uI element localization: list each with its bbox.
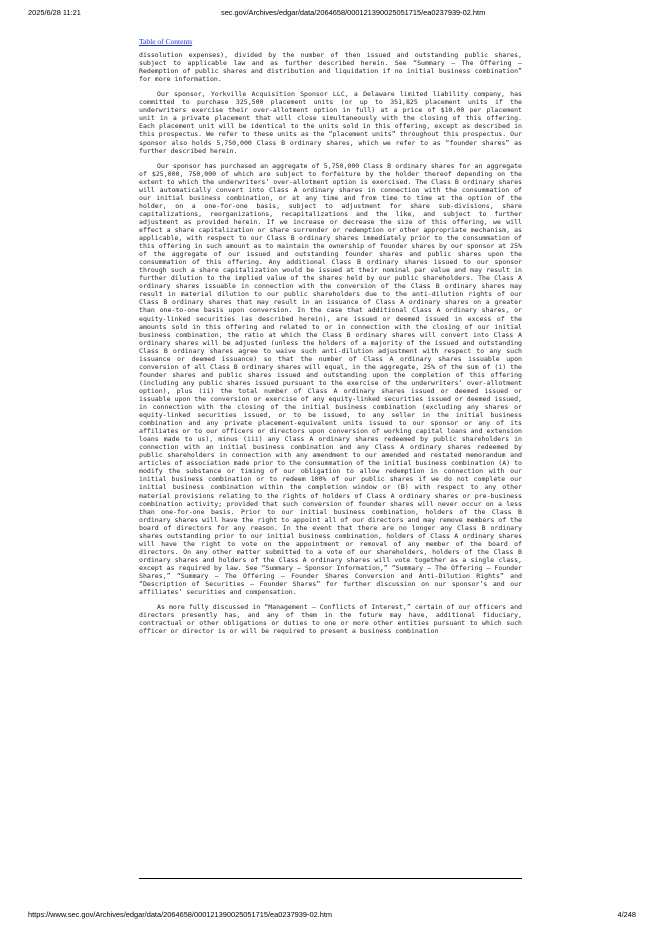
browser-print-footer	[28, 910, 636, 922]
document-body	[139, 38, 522, 642]
table-of-contents-link[interactable]: Table of Contents	[139, 37, 193, 46]
paragraph-founder-shares: Our sponsor has purchased an aggregate of 5,750,000 Class B ordinary shares for an aggregate of $25,000, 750,000 of which are subject to forfeiture by the holder thereof depending on the extent to which the underwriters’ over-allotment option is exercised. The Class B ordinary shares will automatically convert into Class A ordinary shares in connection with the consummation of our initial business combination, or at any time and from time to time at the option of the holder, on a one-for-one basis, subject to adjustment for share sub-divisions, share capitalizations, reorganizations, recapitalizations and the like, and subject to further adjustment as provided herein. If we increase or decrease the size of this offering, we will effect a share capitalization or share surrender or redemption or other appropriate mechanism, as applicable, with respect to our Class B ordinary shares immediately prior to the consummation of this offering in such amount as to maintain the ownership of founder shares by our sponsor at 25% of the aggregate of our issued and outstanding founder shares and public shares upon the consummation of this offering. Any additional Class B ordinary shares issued to our sponsor through such a share capitalization would be issued at their nominal par value and may result in further dilution to the implied value of the shares held by our public shareholders. The Class A ordinary shares issuable in connection with the conversion of the Class B ordinary shares may result in material dilution to our public shareholders due to the anti-dilution rights of our Class B ordinary shares that may result in an issuance of Class A ordinary shares on a greater than one-to-one basis upon conversion. In the case that additional Class A ordinary shares, or equity-linked securities (as described herein), are issued or deemed issued in excess of the amounts sold in this offering and related to or in connection with the closing of our initial business combination, the ratio at which the Class B ordinary shares will convert into Class A ordinary shares will be adjusted (unless the holders of a majority of the issued and outstanding Class B ordinary shares agree to waive such anti-dilution adjustment with respect to any such issuance or deemed issuance) so that the number of Class A ordinary shares issuable upon conversion of all Class B ordinary shares will equal, in the aggregate, 25% of the sum of (i) the founder shares and public shares issued and outstanding upon the completion of this offering (including any public shares issued pursuant to the exercise of the underwriters’ over-allotment option), plus (ii) the total number of Class A ordinary shares issued or deemed issued or issuable upon the conversion or exercise of any equity-linked securities issued or deemed issued, in connection with the closing of the initial business combination (excluding any shares or equity-linked securities issued, or to be issued, to any seller in the initial business combination and any private placement-equivalent units issued to our sponsor or any of its affiliates or to our officers or directors upon conversion of working capital loans and extension loans made to us), minus (iii) any Class A ordinary shares redeemed by public shareholders in connection with an initial business combination and any Class A ordinary shares redeemed by public shareholders in connection with any amendment to our amended and restated memorandum and articles of association made prior to the consummation of the initial business combination (A) to modify the substance or timing of our obligation to allow redemption in connection with our initial business combination or to redeem 100% of our public shares if we do not complete our initial business combination within the completion window or (B) with respect to any other material provisions relating to the rights of holders of Class A ordinary shares or pre-business combination activity; provided that such conversion of founder shares will never occur on a less than one-for-one basis. Prior to our initial business combination, holders of the Class B ordinary shares will have the right to appoint all of our directors and may remove members of the board of directors for any reason. In the event that there are no longer any Class B ordinary shares outstanding prior to our initial business combination, holders of Class A ordinary shares will have the right to vote on the appointment or removal of any member of the board of directors. On any other matter submitted to a vote of our shareholders, holders of the Class B ordinary shares and holders of the Class A ordinary shares will vote together as a single class, except as required by law. See “Summary — Sponsor Information,” “Summary — The Offering — Founder Shares,” “Summary — The Offering — Founder Shares Conversion and Anti-Dilution Rights” and “Description of Securities — Founder Shares” for further discussion on our sponsor’s and our affiliates’ securities and compensation.	[139, 161, 522, 597]
print-datetime: 2025/6/28 11:21	[28, 8, 81, 17]
paragraph-sponsor: Our sponsor, Yorkville Acquisition Sponsor LLC, a Delaware limited liability company, has committed to purchase 325,500 placement units (or up to 351,825 placement units if the underwriters exercise their over-allotment option in full) at a price of $10.00 per placement unit in a private placement that will close simultaneously with the closing of this offering. Each placement unit will be identical to the units sold in this offering, except as described in this prospectus. We refer to these units as the “placement units” throughout this prospectus. Our sponsor also holds 5,750,000 Class B ordinary shares, which we refer to as “founder shares” as further described herein.	[139, 90, 522, 155]
paragraph-conflicts: As more fully discussed in “Management — Conflicts of Interest,” certain of our officers and directors presently has, and any of them in the future may have, additional fiduciary, contractual or other obligations or duties to one or more other entities pursuant to which such officer or director is or will be required to present a business combination	[139, 603, 522, 636]
browser-print-header	[28, 8, 636, 20]
paragraph-continuation: dissolution expenses), divided by the number of then issued and outstanding public shares, subject to applicable law and as further described herein. See “Summary — The Offering — Redemption of public shares and distribution and liquidation if no initial business combination” for more information.	[139, 51, 522, 84]
page-divider	[139, 878, 522, 879]
footer-url: https://www.sec.gov/Archives/edgar/data/2064658/000121390025051715/ea0237939-02.htm	[28, 910, 333, 919]
page-number: 4/248	[617, 910, 636, 919]
print-url: sec.gov/Archives/edgar/data/2064658/000121390025051715/ea0237939-02.htm	[221, 8, 486, 17]
